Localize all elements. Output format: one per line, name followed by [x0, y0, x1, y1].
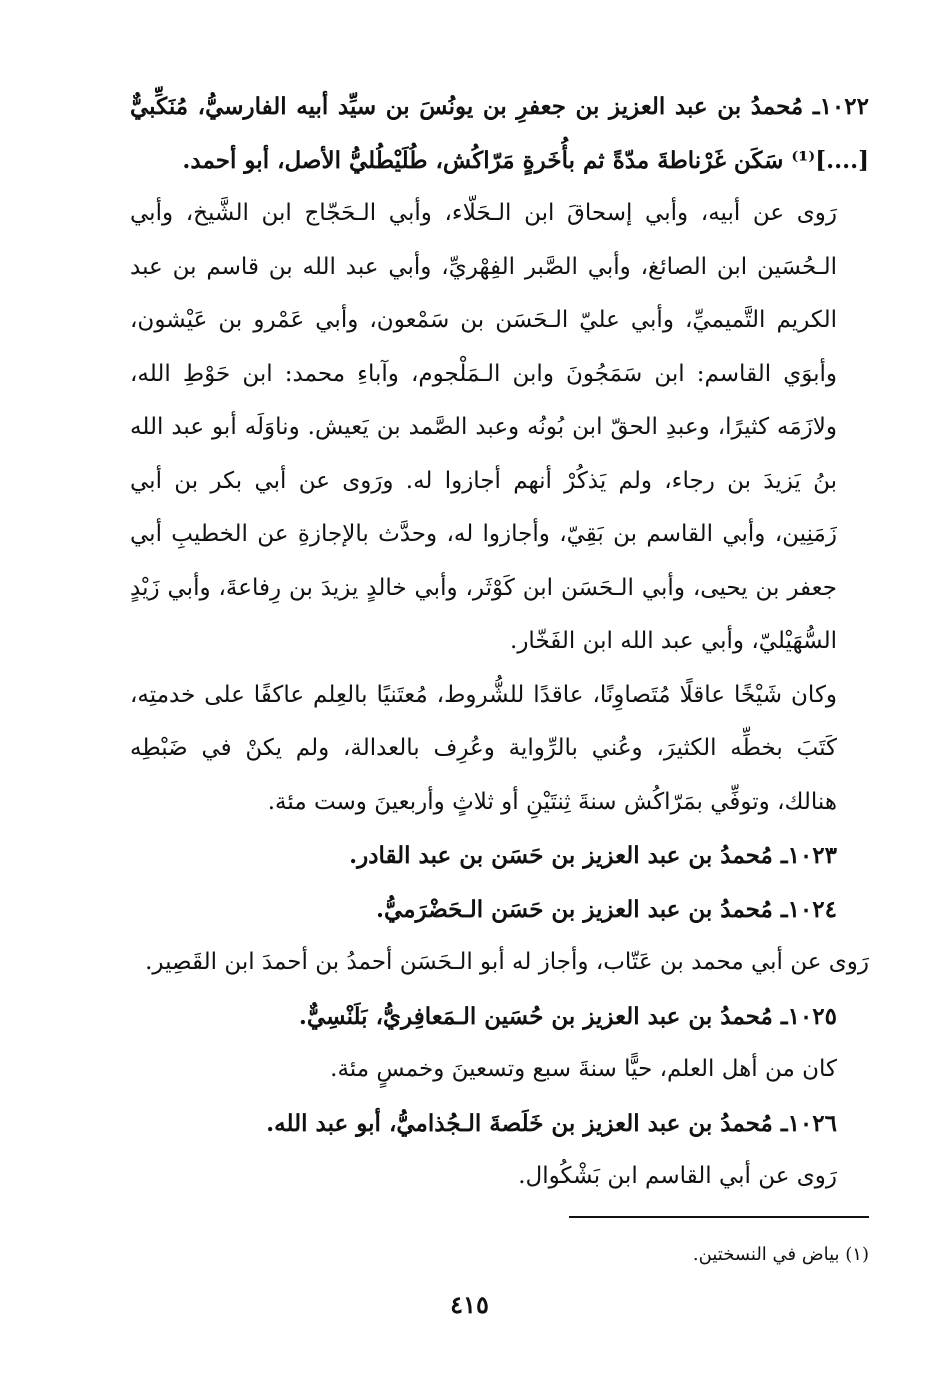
entry-heading: ١٠٢٥ـ مُحمدُ بن عبد العزيز بن حُسَين الـمَعافِريُّ، بَلَنْسِيٌّ. [298, 1002, 837, 1030]
entry-heading: ١٠٢٤ـ مُحمدُ بن عبد العزيز بن حَسَن الـحَضْرَميُّ. [376, 895, 837, 923]
entry-paragraph: رَوى عن أبي القاسم ابن بَشْكُوال. [518, 1163, 837, 1189]
page-body [130, 80, 869, 1204]
entry-1026 [130, 1097, 869, 1204]
entry-paragraph: وكان شَيْخًا عاقلًا مُتَصاوِنًا، عاقدًا للشُّروط، مُعتَنيًا بالعِلم عاكفًا على خدمتِه، كَتَبَ بخطِّه الكثيرَ، وعُني بالرِّواية وعُرِف بالعدالة، ولم يكنْ في ضَبْطِه هنالك، وتوفِّي بمَرّاكُش سنةَ ثِنتَيْنِ أو ثلاثٍ وأربعينَ وست مئة. [130, 681, 837, 815]
entry-1023 [130, 829, 869, 883]
entry-1022 [130, 80, 869, 829]
entry-paragraph: رَوى عن أبيه، وأبي إسحاقَ ابن الـحَلّاء، وأبي الـحَجّاج ابن الشَّيخ، وأبي الـحُسَين ابن الصائغ، وأبي الصَّبر الفِهْريِّ، وأبي عبد الله بن قاسم بن عبد الكريم التَّميميِّ، وأبي عليّ الـحَسَن بن سَمْعون، وأبي عَمْرو بن عَيْشون، وأبوَي القاسم: ابن سَمَجُونَ وابن الـمَلْجوم، وآباءِ محمد: ابن حَوْطِ الله، ولازَمَه كثيرًا، وعبدِ الحقّ ابن بُونُه وعبد الصَّمد بن يَعيش. وناوَلَه أبو عبد الله بنُ يَزيدَ بن رجاء، ولم يَذكُرْ أنهم أجازوا له. ورَوى عن أبي بكر بن أبي زَمَنِين، وأبي القاسم بن بَقِيّ، وأجازوا له، وحدَّث بالإجازةِ عن الخطيبِ أبي جعفر بن يحيى، وأبي الـحَسَن ابن كَوْثَر، وأبي خالدٍ يزيدَ بن رِفاعةَ، وأبي زَيْدٍ السُّهَيْليّ، وأبي عبد الله ابن الفَخّار. [130, 200, 837, 654]
footnote: (١) بياض في النسختين. [692, 1244, 869, 1265]
entry-1025 [130, 990, 869, 1097]
entry-heading: ١٠٢٦ـ مُحمدُ بن عبد العزيز بن خَلَصةَ الـجُذاميُّ، أبو عبد الله. [266, 1109, 837, 1137]
entry-heading: ١٠٢٣ـ مُحمدُ بن عبد العزيز بن حَسَن بن عبد القادر. [349, 842, 837, 869]
entry-1024 [130, 883, 869, 990]
entry-heading: ١٠٢٢ـ مُحمدُ بن عبد العزيز بن جعفرِ بن يونُسَ بن سيِّد أبيه الفارسيُّ، مُنَكِّبيٌّ [....]⁽¹⁾ سَكَن غَرْناطةَ مدّةً ثم بأُخَرةٍ مَرّاكُش، طُلَيْطُليُّ الأصل، أبو أحمد. [130, 93, 869, 174]
entry-paragraph: كان من أهل العلم، حيًّا سنةَ سبع وتسعينَ وخمسٍ مئة. [330, 1056, 837, 1082]
page-number: ٤١٥ [450, 1290, 489, 1319]
entry-paragraph: رَوى عن أبي محمد بن عَتّاب، وأجاز له أبو الـحَسَن أحمدُ بن أحمدَ ابن القَصِير. [145, 949, 869, 975]
footnote-divider [569, 1216, 869, 1218]
